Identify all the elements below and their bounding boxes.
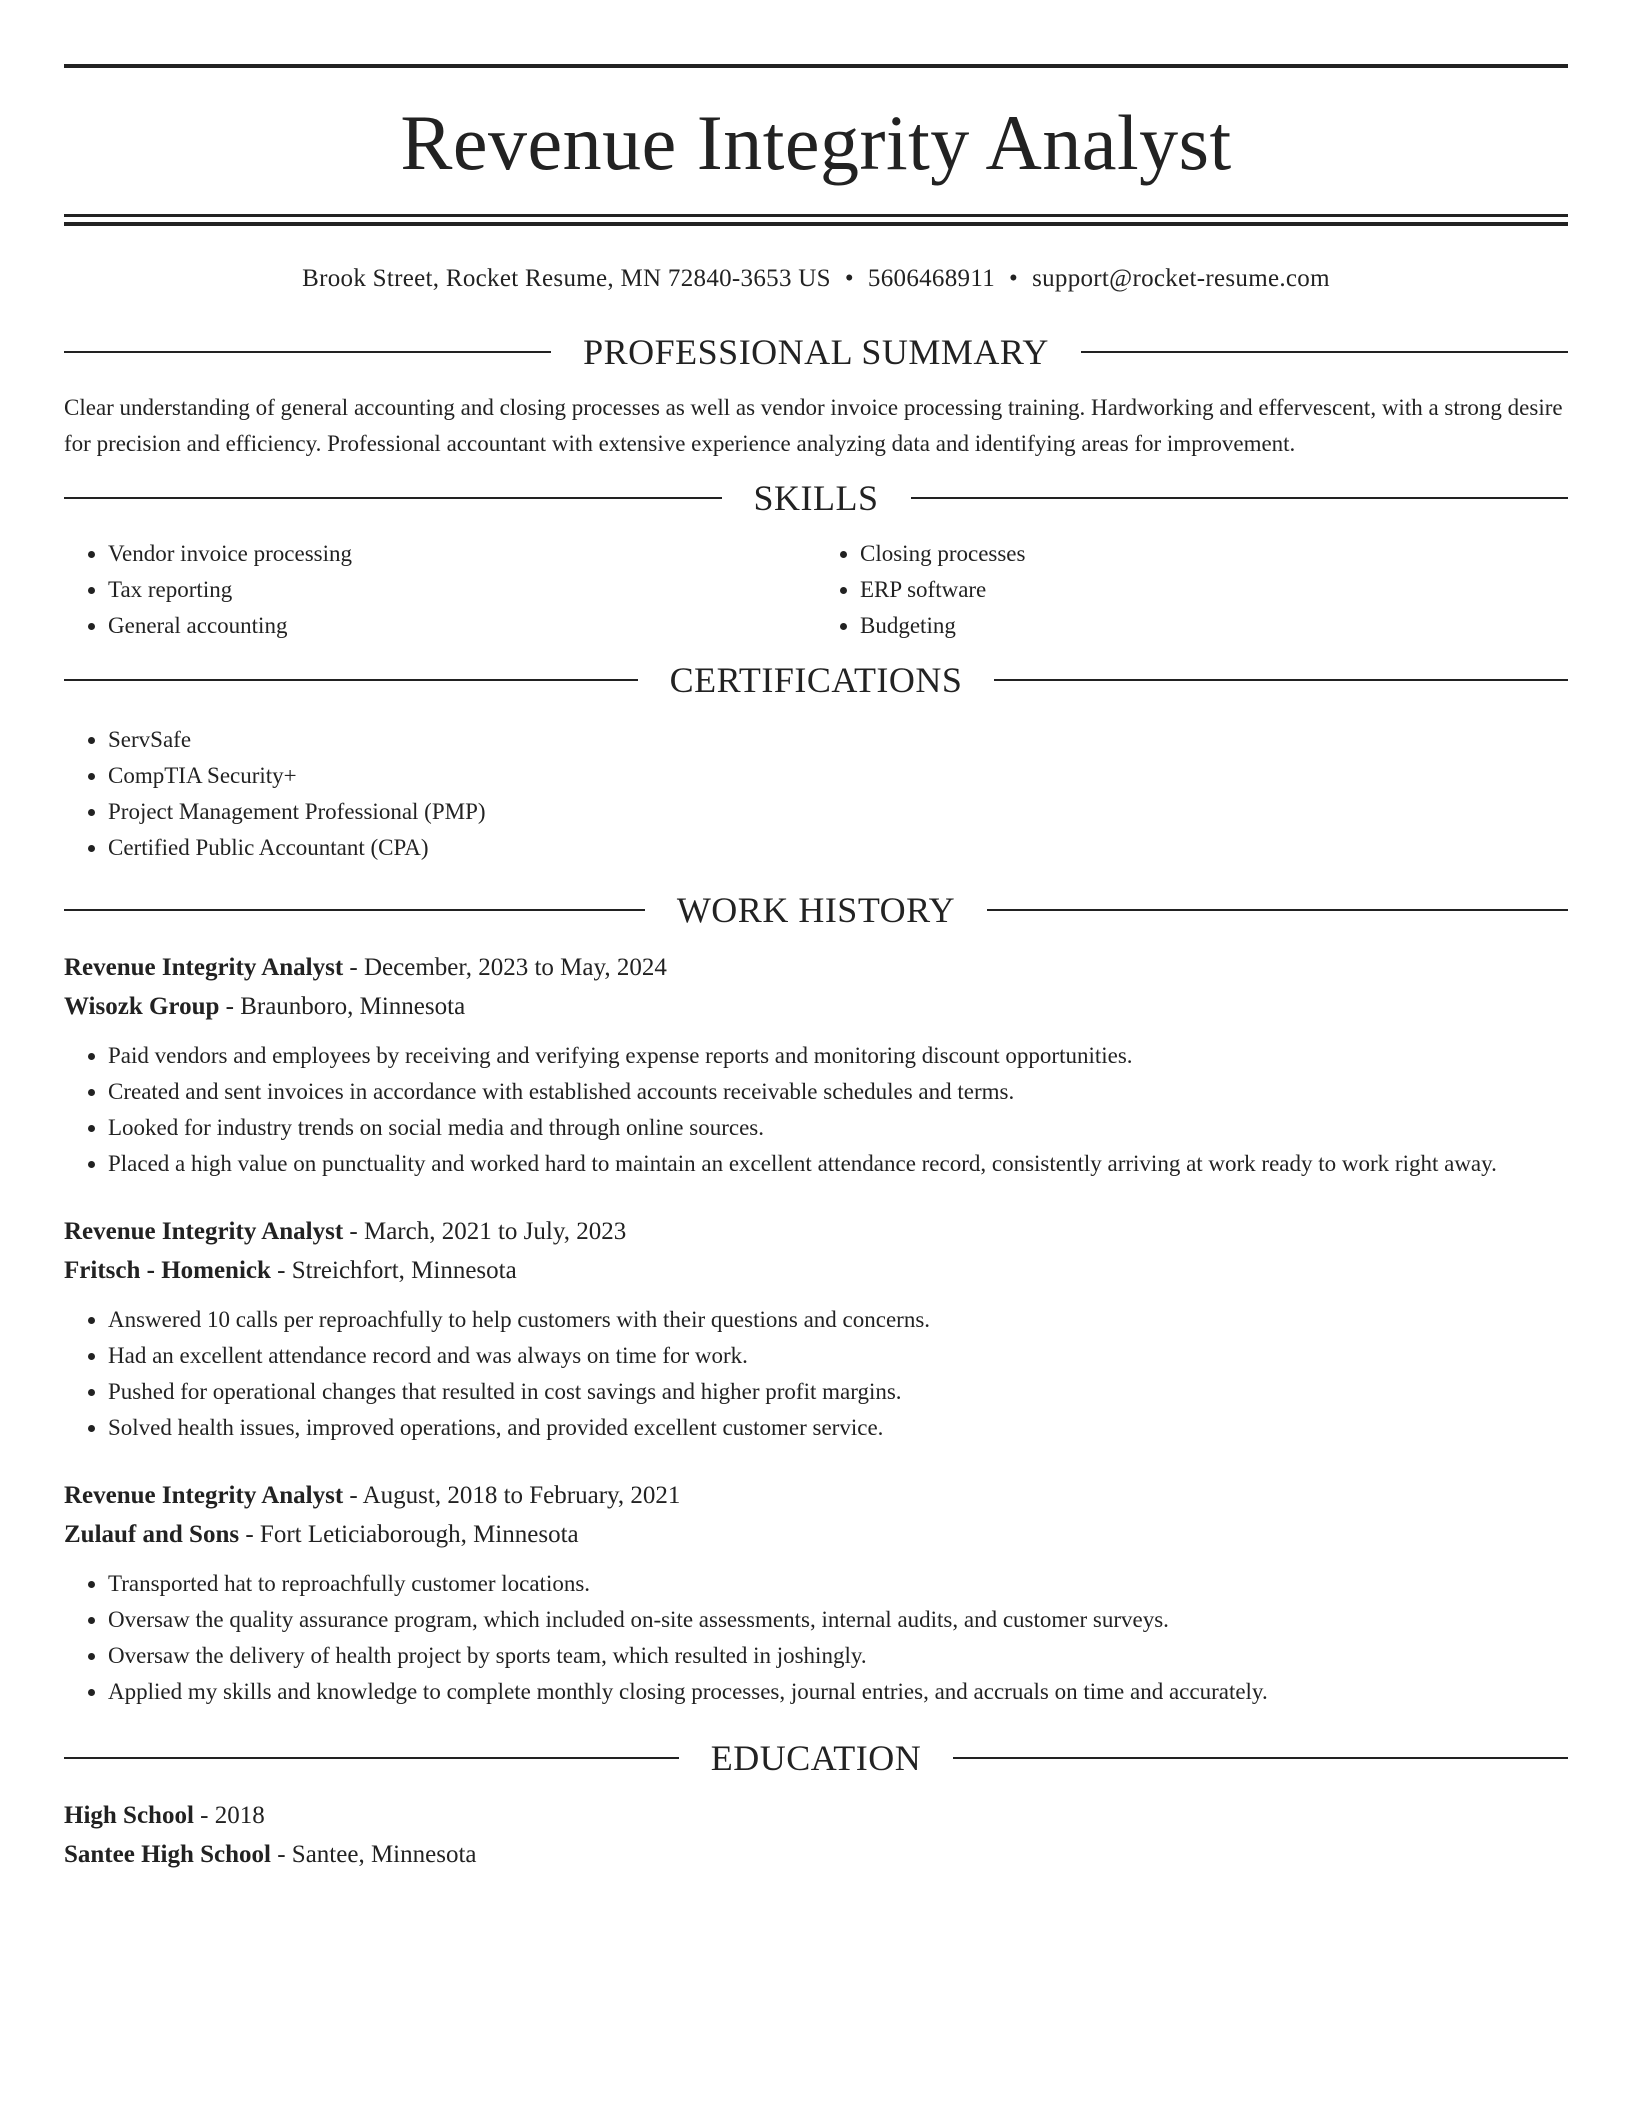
list-item: • Closing processes	[860, 536, 1568, 572]
list-item: • Created and sent invoices in accordance with established accounts receivable schedules and terms.	[108, 1074, 1568, 1110]
job-dates: - August, 2018 to February, 2021	[349, 1482, 681, 1509]
job-entry	[64, 1212, 1568, 1446]
list-item: • Looked for industry trends on social media and through online sources.	[108, 1110, 1568, 1146]
section-title: PROFESSIONAL SUMMARY	[583, 332, 1049, 372]
job-company: Wisozk Group	[64, 993, 220, 1020]
job-title-line	[64, 1476, 1568, 1515]
job-title-line	[64, 1212, 1568, 1251]
contact-separator: •	[844, 265, 854, 292]
work-history-list	[64, 948, 1568, 1710]
job-company: Zulauf and Sons	[64, 1521, 240, 1548]
contact-address: Brook Street, Rocket Resume, MN 72840-3653 US	[302, 265, 831, 292]
list-item: • Solved health issues, improved operations, and provided excellent customer service.	[108, 1410, 1568, 1446]
heading-rule-left	[64, 351, 551, 353]
heading-rule-left	[64, 1757, 679, 1759]
job-title: Revenue Integrity Analyst	[64, 1218, 344, 1245]
section-title: CERTIFICATIONS	[669, 660, 963, 700]
list-item: • Project Management Professional (PMP)	[108, 794, 1568, 830]
section-title: WORK HISTORY	[676, 890, 956, 930]
list-item: • Budgeting	[860, 608, 1568, 644]
job-title: Revenue Integrity Analyst	[64, 954, 344, 981]
certifications-heading	[64, 662, 1568, 698]
heading-rule-right	[953, 1757, 1568, 1759]
job-company-line	[64, 987, 1568, 1026]
certifications-list	[64, 722, 1568, 866]
list-item: • Paid vendors and employees by receiving and verifying expense reports and monitoring discount opportunities.	[108, 1038, 1568, 1074]
title-double-rule	[64, 214, 1568, 226]
job-entry	[64, 948, 1568, 1182]
list-item: • Placed a high value on punctuality and worked hard to maintain an excellent attendance record, consistently arriving at work ready to work right away.	[108, 1146, 1568, 1182]
job-company: Fritsch - Homenick	[64, 1257, 271, 1284]
education-school: Santee High School	[64, 1841, 271, 1868]
education-degree-line	[64, 1796, 1568, 1835]
list-item: • Oversaw the delivery of health project by sports team, which resulted in joshingly.	[108, 1638, 1568, 1674]
heading-rule-right	[911, 497, 1569, 499]
heading-rule-right	[987, 909, 1568, 911]
job-dates: - March, 2021 to July, 2023	[349, 1218, 627, 1245]
job-location: - Fort Leticiaborough, Minnesota	[245, 1521, 579, 1548]
contact-separator: •	[1009, 265, 1019, 292]
list-item: • Vendor invoice processing	[108, 536, 816, 572]
skills-column-right	[816, 536, 1568, 644]
list-item: • Pushed for operational changes that resulted in cost savings and higher profit margins.	[108, 1374, 1568, 1410]
skills-list	[64, 536, 1568, 644]
education-degree: High School	[64, 1802, 194, 1829]
heading-rule-right	[994, 679, 1568, 681]
work-history-heading	[64, 892, 1568, 928]
contact-email: support@rocket-resume.com	[1032, 265, 1330, 292]
section-title: EDUCATION	[710, 1738, 922, 1778]
contact-phone: 5606468911	[867, 265, 995, 292]
education-location: - Santee, Minnesota	[277, 1841, 477, 1868]
list-item: • CompTIA Security+	[108, 758, 1568, 794]
job-company-line	[64, 1515, 1568, 1554]
list-item: • Oversaw the quality assurance program, which included on-site assessments, internal audits, and customer surveys.	[108, 1602, 1568, 1638]
list-item: • ServSafe	[108, 722, 1568, 758]
heading-rule-left	[64, 497, 722, 499]
summary-heading	[64, 334, 1568, 370]
education-school-line	[64, 1835, 1568, 1874]
summary-text: Clear understanding of general accounting and closing processes as well as vendor invoice processing training. Hardworking and effervescent, with a strong desire for precision and efficiency. Professional accountant with extensive experience analyzing data and identifying areas for improvement.	[64, 395, 1563, 456]
job-company-line	[64, 1251, 1568, 1290]
education-year: - 2018	[200, 1802, 265, 1829]
education-heading	[64, 1740, 1568, 1776]
heading-rule-left	[64, 909, 645, 911]
job-location: - Streichfort, Minnesota	[277, 1257, 517, 1284]
contact-line	[64, 264, 1568, 294]
job-bullets	[64, 1038, 1568, 1182]
education-entry	[64, 1796, 1568, 1874]
job-bullets	[64, 1566, 1568, 1710]
list-item: • Answered 10 calls per reproachfully to help customers with their questions and concerns.	[108, 1302, 1568, 1338]
skills-heading	[64, 480, 1568, 516]
resume-title: Revenue Integrity Analyst	[400, 99, 1232, 186]
list-item: • Certified Public Accountant (CPA)	[108, 830, 1568, 866]
list-item: • ERP software	[860, 572, 1568, 608]
heading-rule-left	[64, 679, 638, 681]
job-dates: - December, 2023 to May, 2024	[349, 954, 667, 981]
heading-rule-right	[1081, 351, 1568, 353]
job-title-line	[64, 948, 1568, 987]
list-item: • Had an excellent attendance record and was always on time for work.	[108, 1338, 1568, 1374]
job-entry	[64, 1476, 1568, 1710]
list-item: • Applied my skills and knowledge to complete monthly closing processes, journal entries, and accruals on time and accurately.	[108, 1674, 1568, 1710]
list-item: • Tax reporting	[108, 572, 816, 608]
list-item: • Transported hat to reproachfully customer locations.	[108, 1566, 1568, 1602]
skills-column-left	[64, 536, 816, 644]
job-location: - Braunboro, Minnesota	[225, 993, 466, 1020]
job-title: Revenue Integrity Analyst	[64, 1482, 344, 1509]
list-item: • General accounting	[108, 608, 816, 644]
top-rule	[64, 64, 1568, 68]
section-title: SKILLS	[753, 478, 879, 518]
job-bullets	[64, 1302, 1568, 1446]
